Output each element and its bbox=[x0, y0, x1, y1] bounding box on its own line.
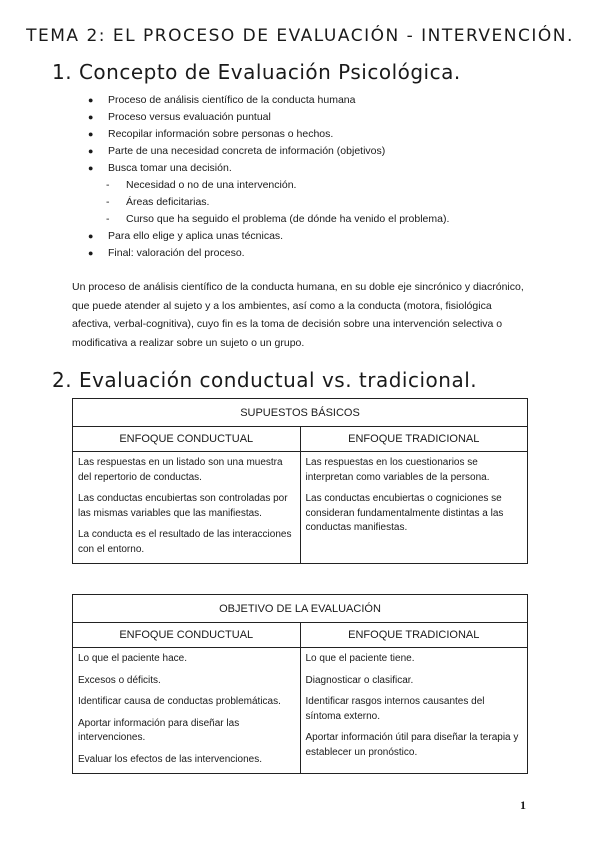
sub-bullet-container bbox=[88, 177, 449, 228]
section-heading-evaluacion: 2. Evaluación conductual vs. tradicional. bbox=[52, 368, 478, 392]
cell-paragraph: Aportar información para diseñar las intervenciones. bbox=[78, 717, 240, 743]
cell-paragraph: Evaluar los efectos de las intervenciones. bbox=[78, 753, 262, 765]
page-number: 1 bbox=[520, 798, 526, 812]
definition-paragraph: Un proceso de análisis científico de la conducta humana, en su doble eje sincrónico y diacrónico, que puede atender al sujeto y a los ambientes, así como a la conducta (motora, fisiológica afectiva, verbal-cognitiva), cuyo fin es la toma de decisión sobre una intervención selectiva o modificativa a realizar sobre un sujeto o un grupo. bbox=[72, 281, 524, 349]
supuestos-basicos-table bbox=[72, 398, 528, 564]
cell-paragraph: Las respuestas en un listado son una muestra del repertorio de conductas. bbox=[78, 457, 283, 483]
table-cell-tradicional bbox=[300, 452, 528, 564]
section-heading-concepto: 1. Concepto de Evaluación Psicológica. bbox=[52, 60, 461, 84]
concept-bullet-list bbox=[88, 92, 449, 262]
column-header-tradicional: ENFOQUE TRADICIONAL bbox=[300, 427, 528, 452]
bullet-item: ● Busca tomar una decisión. bbox=[88, 160, 449, 177]
sub-bullet-item: - Necesidad o no de una intervención. bbox=[88, 177, 449, 194]
table-cell-conductual bbox=[73, 648, 301, 774]
bullet-item: ● Para ello elige y aplica unas técnicas. bbox=[88, 228, 449, 245]
sub-bullet-list bbox=[88, 177, 449, 228]
objetivo-evaluacion-table bbox=[72, 594, 528, 774]
cell-paragraph: Diagnosticar o clasificar. bbox=[305, 674, 414, 686]
sub-bullet-item: - Áreas deficitarias. bbox=[88, 194, 449, 211]
cell-paragraph: Identificar rasgos internos causantes del síntoma externo. bbox=[305, 696, 485, 722]
cell-paragraph: Las respuestas en los cuestionarios se interpretan como variables de la persona. bbox=[305, 457, 490, 483]
bullet-item: ● Parte de una necesidad concreta de información (objetivos) bbox=[88, 143, 449, 160]
cell-paragraph: Las conductas encubiertas son controladas por las mismas variables que las manifiestas. bbox=[78, 493, 288, 519]
sub-bullet-item: - Curso que ha seguido el problema (de dónde ha venido el problema). bbox=[88, 211, 449, 228]
cell-paragraph: Las conductas encubiertas o cogniciones se consideran fundamentalmente distintas a las conductas manifiestas. bbox=[305, 493, 504, 533]
table-cell-tradicional bbox=[300, 648, 528, 774]
cell-paragraph: Aportar información útil para diseñar la terapia y establecer un pronóstico. bbox=[305, 732, 519, 758]
table-caption: OBJETIVO DE LA EVALUACIÓN bbox=[73, 595, 528, 623]
cell-paragraph: Lo que el paciente hace. bbox=[78, 653, 187, 664]
column-header-conductual: ENFOQUE CONDUCTUAL bbox=[73, 427, 301, 452]
cell-paragraph: La conducta es el resultado de las interacciones con el entorno. bbox=[78, 529, 292, 555]
cell-paragraph: Lo que el paciente tiene. bbox=[305, 653, 415, 664]
column-header-tradicional: ENFOQUE TRADICIONAL bbox=[300, 623, 528, 648]
bullet-item: ● Proceso de análisis científico de la conducta humana bbox=[88, 92, 449, 109]
cell-paragraph: Identificar causa de conductas problemáticas. bbox=[78, 696, 281, 707]
bullet-item: ● Final: valoración del proceso. bbox=[88, 245, 449, 262]
document-title: TEMA 2: EL PROCESO DE EVALUACIÓN - INTERVENCIÓN. bbox=[26, 26, 574, 46]
bullet-item: ● Proceso versus evaluación puntual bbox=[88, 109, 449, 126]
cell-paragraph: Excesos o déficits. bbox=[78, 674, 161, 686]
bullet-item: ● Recopilar información sobre personas o hechos. bbox=[88, 126, 449, 143]
table-caption: SUPUESTOS BÁSICOS bbox=[73, 399, 528, 427]
column-header-conductual: ENFOQUE CONDUCTUAL bbox=[73, 623, 301, 648]
table-cell-conductual bbox=[73, 452, 301, 564]
